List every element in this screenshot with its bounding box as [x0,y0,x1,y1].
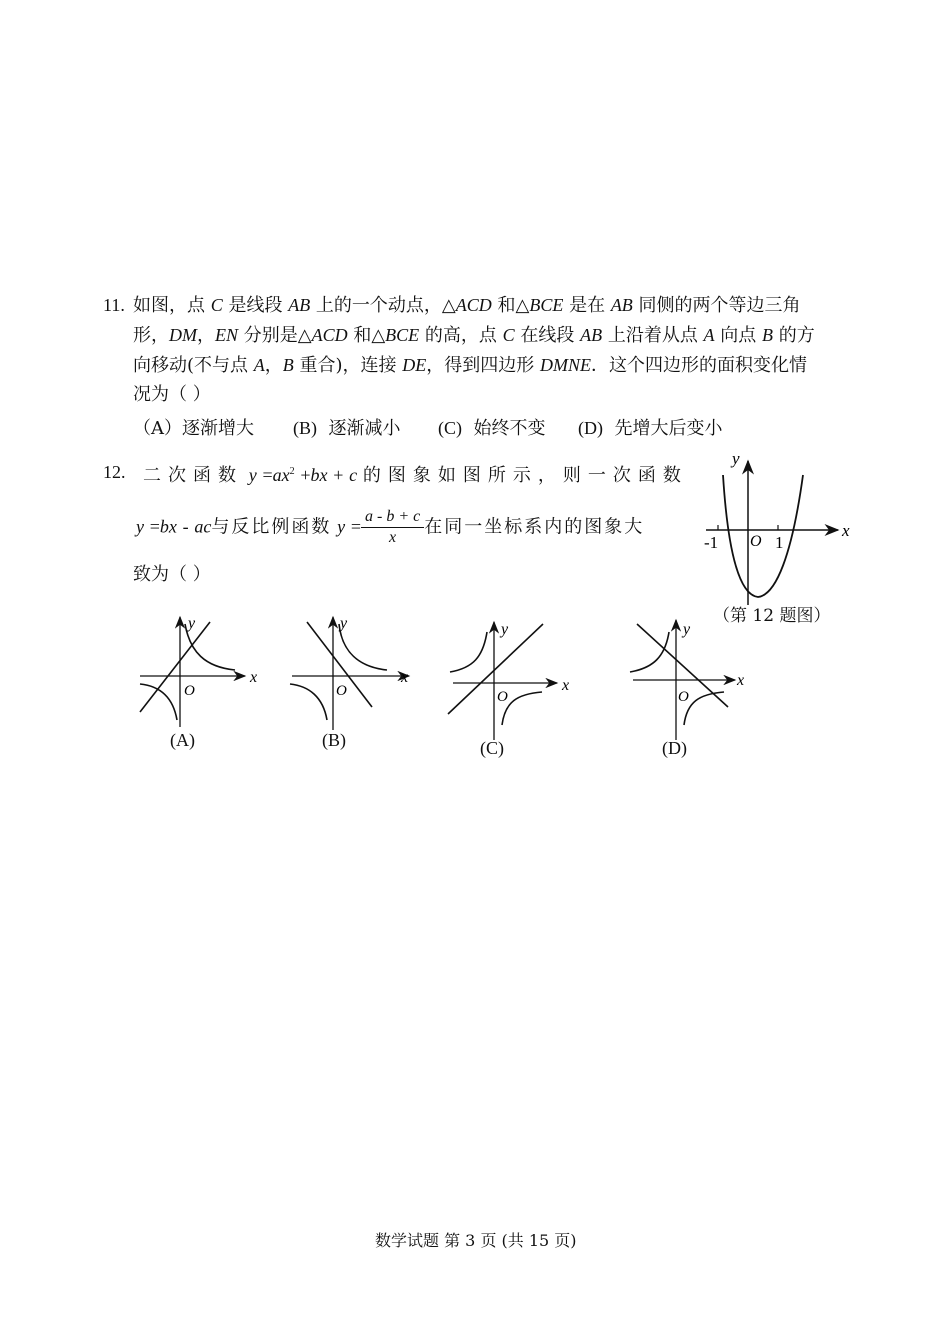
q11-option-c[interactable]: (C) 始终不变 [438,418,546,439]
hyperbola-branch [140,684,177,720]
choice-a-y-label: y [188,615,196,632]
choice-b-x-label: x [401,669,409,686]
choice-d-x-label: x [737,672,745,689]
y-label: y [732,449,740,468]
choice-b-graph[interactable] [287,612,417,732]
q12-parabola-figure [700,445,860,605]
x-label: x [842,521,850,540]
line-graph [140,622,210,712]
hyperbola-branch [290,684,327,720]
choice-a-graph[interactable] [135,612,265,732]
q11-option-d[interactable]: (D) 先增大后变小 [578,418,723,439]
choice-a-label[interactable]: (A) [170,730,195,750]
hyperbola-branch [630,632,669,672]
fraction: $\frac{a - b + c}{x}$ [361,507,424,548]
origin-label: O [750,533,762,550]
q11-line1: 如图，点 C 是线段 AB 上的一个动点，△ACD 和△BCE 是在 AB 同侧的两个等边三角 [133,295,801,316]
choice-c-label[interactable]: (C) [480,738,504,758]
choice-d-graph[interactable] [625,612,755,740]
hyperbola-branch [502,692,542,725]
choice-d-label[interactable]: (D) [662,738,687,758]
choice-b-y-label: y [340,615,348,632]
q12-number: 12. [103,462,126,482]
choice-a-origin: O [184,683,195,699]
q11-number: 11. [103,295,125,315]
choice-d-origin: O [678,689,689,705]
choice-d-y-label: y [683,621,691,638]
q12-line1: 二次函数 $y =ax^2 +bx + c$ 的图象如图所示，则一次函数 [143,465,688,486]
q12-line2: y =bx - ac与反比例函数 y = $\frac{a - b + c}{x}$ 在同一坐标系内的图象大 [136,508,645,546]
choice-b-label[interactable]: (B) [322,730,346,750]
choice-c-y-label: y [501,621,509,638]
tick-neg-one: -1 [704,533,719,552]
hyperbola-branch [450,632,487,672]
q12-line3: 致为（ ） [133,564,211,585]
choice-c-x-label: x [562,677,570,694]
q12-figure-caption: （第 12 题图） [713,606,831,626]
choice-a-x-label: x [250,669,258,686]
choice-b-origin: O [336,683,347,699]
q11-line3: 向移动(不与点 A，B 重合)，连接 DE，得到四边形 DMNE．这个四边形的面积变化情 [133,355,807,376]
q11-option-a[interactable]: （A）逐渐增大 [133,418,254,439]
choice-c-graph[interactable] [445,612,580,740]
q11-option-b[interactable]: (B) 逐渐减小 [293,418,401,439]
parabola-curve [723,475,803,597]
tick-one: 1 [775,533,784,552]
q11-line4: 况为（ ） [133,384,211,405]
q11-line2: 形，DM，EN 分别是△ACD 和△BCE 的高，点 C 在线段 AB 上沿着从点 A 向点 B 的方 [133,325,815,346]
choice-c-origin: O [497,689,508,705]
page-footer: 数学试题 第 3 页 (共 15 页) [375,1231,577,1250]
